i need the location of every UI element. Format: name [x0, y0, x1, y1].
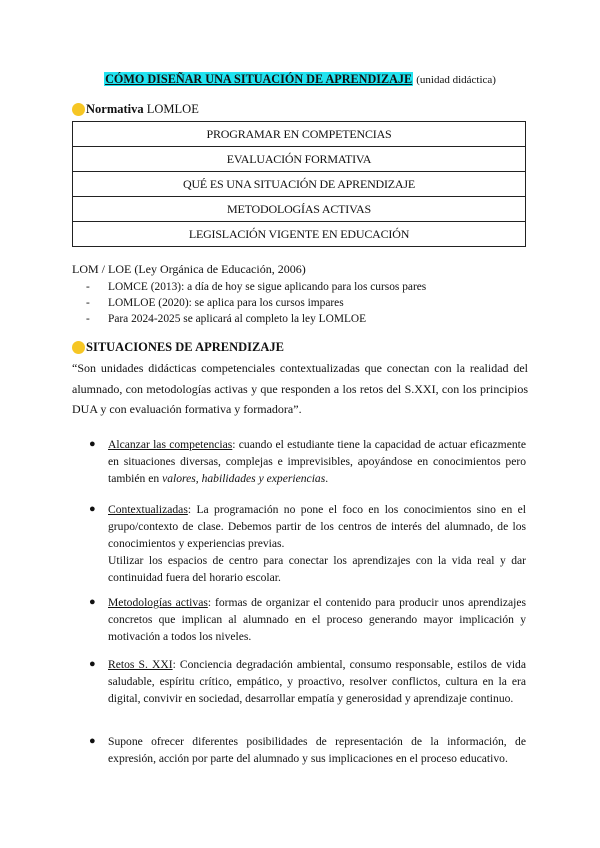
- law-list: [86, 279, 426, 327]
- title-main: CÓMO DISEÑAR UNA SITUACIÓN DE APRENDIZAJE: [105, 72, 413, 86]
- bullet-icon: ●: [89, 438, 96, 450]
- yellow-circle-icon: [72, 103, 85, 116]
- table-row: QUÉ ES UNA SITUACIÓN DE APRENDIZAJE: [73, 172, 526, 197]
- definition-quote: “Son unidades didácticas competenciales contextualizadas que conectan con la realidad del alumnado, con metodologías activas y que responden a los retos del S.XXI, con los principios DUA y con evaluación formativa y formadora”.: [72, 361, 528, 416]
- list-item: - LOMCE (2013): a día de hoy se sigue aplicando para los cursos pares: [86, 281, 427, 293]
- normativa-rest: LOMLOE: [143, 102, 199, 116]
- bullet-icon: ●: [89, 596, 96, 608]
- bullet-icon: ●: [89, 503, 96, 515]
- table-row: LEGISLACIÓN VIGENTE EN EDUCACIÓN: [73, 222, 526, 247]
- bullet-competencias: ● Alcanzar las competencias: cuando el estudiante tiene la capacidad de actuar eficazmente en situaciones diversas, complejas e imprevisibles, apoyándose en conocimientos pero también en valores, habilidades y experiencias.: [89, 438, 526, 485]
- bullet-contextualizadas: ● Contextualizadas: La programación no pone el foco en los conocimientos sino en el grupo/contexto de clase. Debemos partir de los centros de interés del alumnado, de los conocimientos y experiencias previas. Utilizar los espacios de centro para conectar los aprendizajes con la vida real y dar continuidad fuera del horario escolar.: [89, 503, 526, 584]
- yellow-circle-icon: [72, 341, 85, 354]
- dash-glyph: -: [86, 313, 90, 325]
- table-row: PROGRAMAR EN COMPETENCIAS: [73, 122, 526, 147]
- bullet-icon: ●: [89, 658, 96, 670]
- bullet-retos: ● Retos S. XXI: Conciencia degradación ambiental, consumo responsable, estilos de vida saludable, espíritu crítico, empático, y proactivo, resolver conflictos, cultura en la era digital, convivir en sociedad, desarrollar empatía y generosidad y aprendizaje continuo.: [89, 658, 526, 705]
- topics-table: [72, 121, 526, 247]
- section-heading: SITUACIONES DE APRENDIZAJE: [86, 340, 284, 354]
- bullet-metodologias: ● Metodologías activas: formas de organizar el contenido para producir unos aprendizajes concretos que implican al alumnado en el proceso generando mayor implicación y motivación a todos los niveles.: [89, 596, 526, 643]
- dash-glyph: -: [86, 281, 90, 293]
- bullet-dua: ● Supone ofrecer diferentes posibilidades de representación de la información, de expresión, acción por parte del alumnado y sus implicaciones en el proceso educativo.: [89, 735, 526, 765]
- normativa-label: Normativa: [86, 102, 144, 116]
- section-situaciones: [72, 340, 284, 355]
- dash-glyph: -: [86, 297, 90, 309]
- lom-line: LOM / LOE (Ley Orgánica de Educación, 2006): [72, 262, 306, 276]
- document-title: [0, 72, 600, 87]
- list-item: - Para 2024-2025 se aplicará al completo la ley LOMLOE: [86, 313, 367, 325]
- section-normativa: [72, 102, 199, 117]
- title-sub: (unidad didáctica): [416, 74, 496, 86]
- bullet-icon: ●: [89, 735, 96, 747]
- list-item: - LOMLOE (2020): se aplica para los cursos impares: [86, 297, 344, 309]
- table-row: METODOLOGÍAS ACTIVAS: [73, 197, 526, 222]
- table-row: EVALUACIÓN FORMATIVA: [73, 147, 526, 172]
